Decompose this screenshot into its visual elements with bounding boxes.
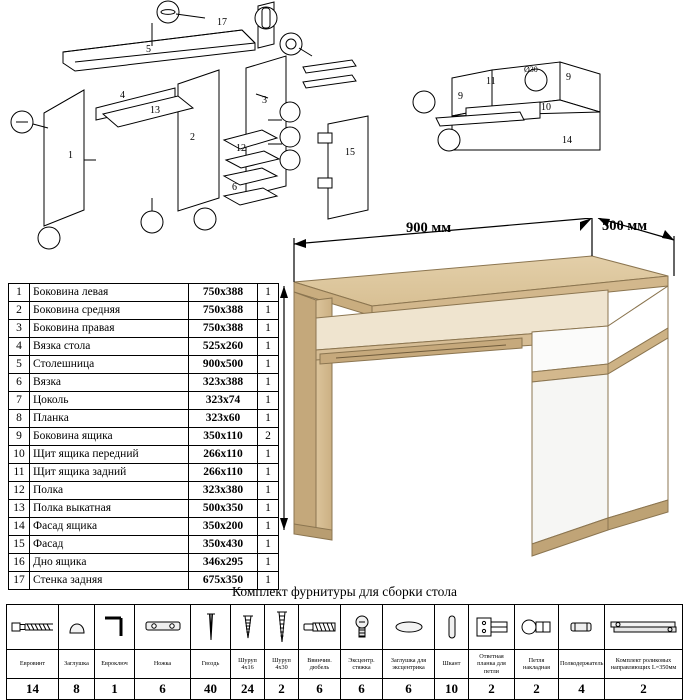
callout-10: 10: [541, 102, 551, 113]
desk-width-label: 900 мм: [406, 220, 452, 236]
kit-item-count: 8: [59, 679, 95, 700]
cam-cap-icon: [392, 618, 426, 636]
kit-item-name: Шкант: [435, 650, 469, 679]
part-dimension: 346х295: [189, 554, 258, 572]
kit-item-name: Полкодержатель: [559, 650, 605, 679]
kit-item-name: Евровинт: [7, 650, 59, 679]
shelf-support-icon: [565, 618, 599, 636]
part-quantity: 1: [258, 410, 279, 428]
desk-svg: [276, 218, 686, 578]
hinge-icon: [519, 612, 555, 642]
kit-item-name: Шуруп 4х16: [231, 650, 265, 679]
callout-11: 11: [486, 76, 496, 87]
callout-15: 15: [345, 147, 355, 158]
kit-cell: [605, 605, 683, 650]
callout-3: 3: [262, 95, 267, 106]
part-dimension: 323х60: [189, 410, 258, 428]
screw-4x16-icon: [240, 611, 256, 643]
kit-cell: [135, 605, 191, 650]
part-number: 15: [9, 536, 30, 554]
kit-cell: [7, 605, 59, 650]
table-row: [9, 482, 279, 500]
part-quantity: 1: [258, 536, 279, 554]
kit-icon-row: [7, 605, 683, 650]
callout-1: 1: [68, 150, 73, 161]
table-row: [9, 374, 279, 392]
part-number: 1: [9, 284, 30, 302]
table-row: [9, 302, 279, 320]
foot-icon: [140, 616, 186, 638]
nail-icon: [204, 610, 218, 644]
callout-13: 13: [150, 105, 160, 116]
part-number: 7: [9, 392, 30, 410]
part-name: Боковина левая: [30, 284, 189, 302]
hardware-kit-table: [6, 604, 683, 700]
kit-cell: [231, 605, 265, 650]
part-name: Боковина ящика: [30, 428, 189, 446]
kit-item-name: Ножка: [135, 650, 191, 679]
kit-item-count: 6: [135, 679, 191, 700]
hardware-kit-title: Комплект фурнитуры для сборки стола: [232, 584, 457, 599]
table-row: [9, 464, 279, 482]
part-name: Планка: [30, 410, 189, 428]
table-row: [9, 518, 279, 536]
part-dimension: 750х388: [189, 302, 258, 320]
cam-lock-icon: [347, 613, 377, 641]
part-number: 16: [9, 554, 30, 572]
kit-item-name: Ответная планка для петли: [469, 650, 515, 679]
detail-diameter-label: Ø30: [524, 65, 538, 74]
kit-item-name: Заглушка: [59, 650, 95, 679]
kit-cell: [515, 605, 559, 650]
kit-cell: [265, 605, 299, 650]
kit-item-count: 6: [299, 679, 341, 700]
kit-item-count: 6: [383, 679, 435, 700]
part-number: 6: [9, 374, 30, 392]
kit-item-count: 2: [605, 679, 683, 700]
table-row: [9, 284, 279, 302]
part-number: 8: [9, 410, 30, 428]
part-name: Вязка стола: [30, 338, 189, 356]
table-row: [9, 446, 279, 464]
kit-cell: [341, 605, 383, 650]
part-name: Щит ящика передний: [30, 446, 189, 464]
hinge-plate-icon: [473, 612, 511, 642]
kit-cell: [559, 605, 605, 650]
part-dimension: 266х110: [189, 446, 258, 464]
kit-item-name: Гвоздь: [191, 650, 231, 679]
callout-14: 14: [562, 135, 572, 146]
kit-item-count: 2: [469, 679, 515, 700]
part-name: Полка: [30, 482, 189, 500]
kit-count-row: [7, 679, 683, 700]
part-dimension: 323х380: [189, 482, 258, 500]
kit-item-count: 10: [435, 679, 469, 700]
table-row: [9, 338, 279, 356]
part-name: Боковина средняя: [30, 302, 189, 320]
part-name: Столешница: [30, 356, 189, 374]
part-quantity: 1: [258, 302, 279, 320]
part-quantity: 1: [258, 392, 279, 410]
kit-item-name: Шуруп 4х30: [265, 650, 299, 679]
part-quantity: 1: [258, 356, 279, 374]
parts-table: [8, 283, 279, 590]
part-name: Боковина правая: [30, 320, 189, 338]
part-dimension: 750х388: [189, 284, 258, 302]
kit-label-row: [7, 650, 683, 679]
kit-cell: [469, 605, 515, 650]
part-dimension: 323х388: [189, 374, 258, 392]
part-number: 10: [9, 446, 30, 464]
part-quantity: 1: [258, 572, 279, 590]
part-name: Вязка: [30, 374, 189, 392]
callout-17: 17: [217, 17, 227, 28]
euro-screw-icon: [10, 619, 56, 635]
dowel-pin-icon: [446, 612, 458, 642]
euro-key-icon: [101, 614, 129, 640]
part-quantity: 1: [258, 500, 279, 518]
part-name: Цоколь: [30, 392, 189, 410]
kit-cell: [191, 605, 231, 650]
part-quantity: 1: [258, 518, 279, 536]
callout-4: 4: [120, 90, 125, 101]
kit-item-name: Эксцентр. стяжка: [341, 650, 383, 679]
part-name: Фасад ящика: [30, 518, 189, 536]
screw-4x30-icon: [274, 608, 290, 646]
part-number: 13: [9, 500, 30, 518]
part-quantity: 1: [258, 338, 279, 356]
table-row: [9, 392, 279, 410]
part-number: 12: [9, 482, 30, 500]
part-number: 17: [9, 572, 30, 590]
part-number: 11: [9, 464, 30, 482]
table-row: [9, 356, 279, 374]
kit-item-name: Петля накладная: [515, 650, 559, 679]
kit-cell: [95, 605, 135, 650]
kit-cell: [299, 605, 341, 650]
part-name: Стенка задняя: [30, 572, 189, 590]
part-number: 4: [9, 338, 30, 356]
kit-item-count: 40: [191, 679, 231, 700]
callout-12: 12: [236, 143, 246, 154]
callout-2: 2: [190, 132, 195, 143]
kit-item-name: Комплект роликовых направляющих L=350мм: [605, 650, 683, 679]
table-row: [9, 536, 279, 554]
kit-item-count: 14: [7, 679, 59, 700]
part-dimension: 900х500: [189, 356, 258, 374]
kit-item-count: 6: [341, 679, 383, 700]
table-row: [9, 410, 279, 428]
part-quantity: 1: [258, 446, 279, 464]
kit-cell: [59, 605, 95, 650]
desk-dimension-drawing: [276, 218, 686, 578]
part-quantity: 1: [258, 284, 279, 302]
kit-cell: [435, 605, 469, 650]
kit-item-name: Ввинчив. дюбель: [299, 650, 341, 679]
part-dimension: 350х110: [189, 428, 258, 446]
part-dimension: 323х74: [189, 392, 258, 410]
kit-item-count: 2: [265, 679, 299, 700]
part-number: 3: [9, 320, 30, 338]
part-quantity: 2: [258, 428, 279, 446]
part-dimension: 750х388: [189, 320, 258, 338]
kit-item-name: Евроключ: [95, 650, 135, 679]
callout-5: 5: [146, 44, 151, 55]
part-dimension: 525х260: [189, 338, 258, 356]
part-dimension: 350х200: [189, 518, 258, 536]
part-quantity: 1: [258, 554, 279, 572]
callout-9: 9: [566, 72, 571, 83]
part-number: 9: [9, 428, 30, 446]
kit-item-count: 4: [559, 679, 605, 700]
desk-depth-label: 500 мм: [602, 218, 648, 234]
part-dimension: 350х430: [189, 536, 258, 554]
table-row: [9, 500, 279, 518]
part-name: Полка выкатная: [30, 500, 189, 518]
part-name: Щит ящика задний: [30, 464, 189, 482]
cap-icon: [66, 617, 88, 637]
part-quantity: 1: [258, 482, 279, 500]
part-quantity: 1: [258, 464, 279, 482]
dowel-icon: [301, 619, 339, 635]
callout-6: 6: [232, 182, 237, 193]
part-dimension: 675х350: [189, 572, 258, 590]
exploded-assembly-diagram: [0, 0, 689, 250]
part-dimension: 266х110: [189, 464, 258, 482]
drawer-slide-icon: [608, 616, 680, 638]
kit-item-name: Заглушка для эксцентрика: [383, 650, 435, 679]
kit-item-count: 24: [231, 679, 265, 700]
kit-cell: [383, 605, 435, 650]
part-name: Дно ящика: [30, 554, 189, 572]
part-number: 5: [9, 356, 30, 374]
part-dimension: 500х350: [189, 500, 258, 518]
assembly-svg: [0, 0, 689, 255]
table-row: [9, 554, 279, 572]
table-row: [9, 428, 279, 446]
part-quantity: 1: [258, 320, 279, 338]
part-name: Фасад: [30, 536, 189, 554]
kit-item-count: 1: [95, 679, 135, 700]
part-number: 14: [9, 518, 30, 536]
table-row: [9, 320, 279, 338]
part-number: 2: [9, 302, 30, 320]
kit-item-count: 2: [515, 679, 559, 700]
part-quantity: 1: [258, 374, 279, 392]
callout-9b: 9: [458, 91, 463, 102]
